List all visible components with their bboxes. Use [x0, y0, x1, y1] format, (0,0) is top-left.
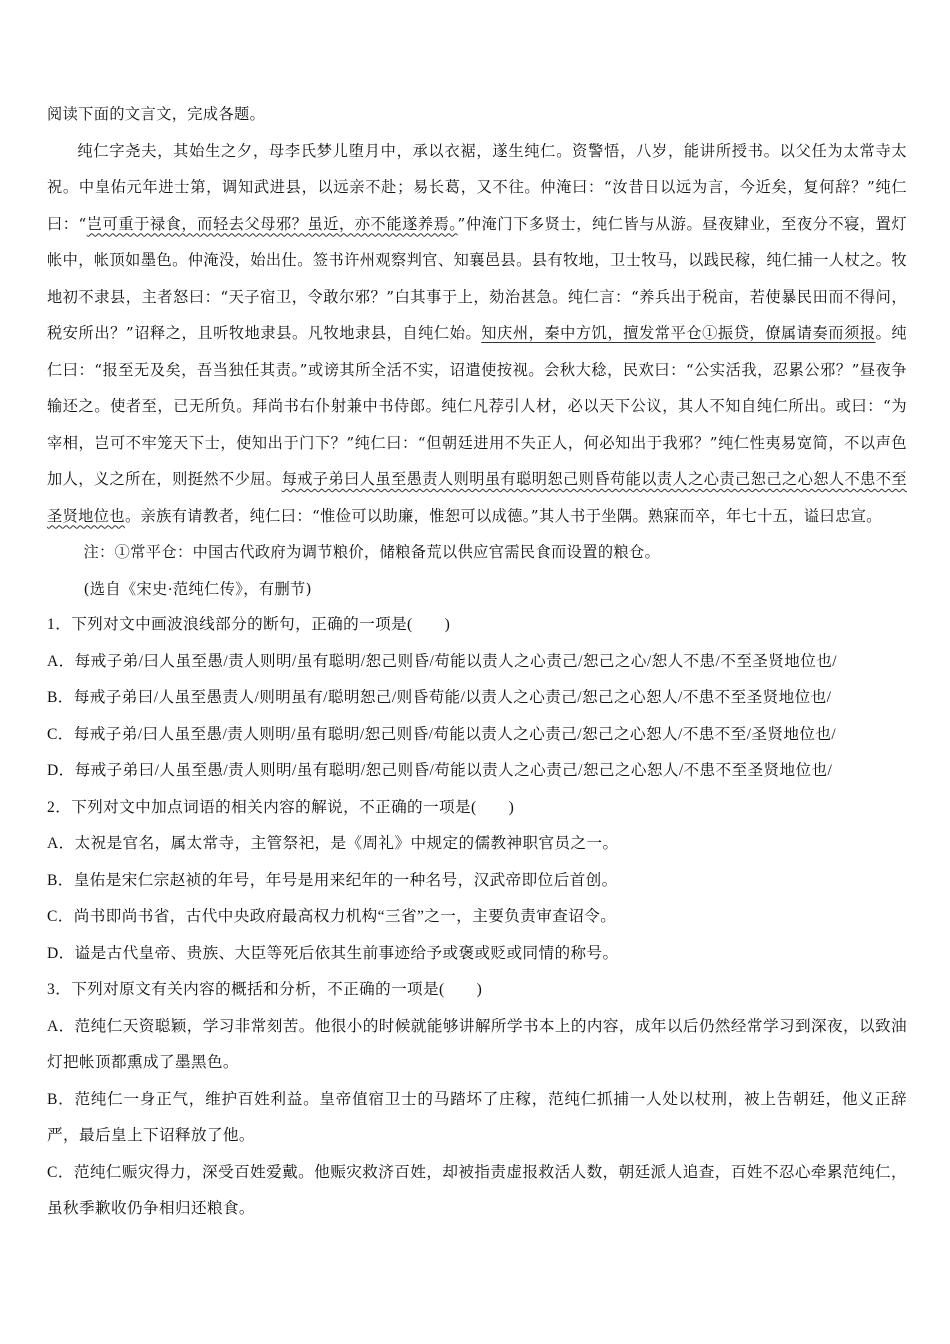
document-page: [47, 96, 907, 1228]
question-2-stem: 2．下列对文中加点词语的相关内容的解说，不正确的一项是( ): [47, 798, 515, 816]
question-2-option-b: B．皇佑是宋仁宗赵祯的年号，年号是用来纪年的一种名号，汉武帝即位后首创。: [47, 871, 618, 889]
passage-underlined-sentence: 知庆州，秦中方饥，擅发常平仓①振贷，僚属请奏而须报: [481, 324, 876, 342]
passage-text-1: 纯仁字尧夫，其始生之夕，母李氏梦儿堕月中，承以衣裾，遂生纯仁。资警悟，八岁，能讲所授书。以父任为太常寺太祝。中皇佑元年进士第，调知武进县，以远亲不赴；易长葛，又不往。仲淹曰：“汝昔日以远为言，今近矣，复何辞？”纯仁曰：“: [47, 141, 907, 233]
question-3-stem: 3．下列对原文有关内容的概括和分析，不正确的一项是( ): [47, 981, 483, 998]
passage: [47, 133, 907, 535]
passage-text-3: 。纯仁曰：“报至无及矣，吾当独任其责。”或谤其所全活不实，诏遣使按视。会秋大稔，民欢曰：“公实活我，忍累公邪？”昼夜争输还之。使者至，已无所负。拜尚书右仆射兼中书侍郎。纯仁凡荐引人材，必以天下公议，其人不知自纯仁所出。或曰：“为宰相，岂可不牢笼天下士，使知出于门下？”纯仁曰：“但朝廷进用不失正人，何必知出于我邪？”纯仁性夷易宽简，不以声色加人，义之所在，则挺然不少屈。: [47, 324, 908, 488]
question-1-option-a: A．每戒子弟/曰人虽至愚/责人则明/虽有聪明/恕己则昏/苟能以责人之心责己/恕己之心/恕人不患/不至圣贤地位也/: [47, 652, 837, 670]
question-2-option-a: A．太祝是官名，属太常寺，主管祭祀，是《周礼》中规定的儒教神职官员之一。: [47, 835, 619, 852]
question-3-option-a: A．范纯仁天资聪颖，学习非常刻苦。他很小的时候就能够讲解所学书本上的内容，成年以后仍然经常学习到深夜，以致油灯把帐顶都熏成了墨黑色。: [47, 1017, 907, 1071]
passage-text-4: 。亲族有请教者，纯仁曰：“惟俭可以助廉，惟恕可以成德。”其人书于坐隅。熟寐而卒，年七十五，谥曰忠宣。: [124, 506, 882, 525]
passage-wavy-sentence-1: 岂可重于禄食，而轻去父母邪？虽近，亦不能遂养焉。: [86, 214, 458, 233]
instruction: 阅读下面的文言文，完成各题。: [47, 105, 266, 123]
source-citation: (选自《宋史·范纯仁传》，有删节): [83, 579, 312, 598]
question-3-option-c: C．范纯仁赈灾得力，深受百姓爱戴。他赈灾救济百姓，却被指责虚报救活人数，朝廷派人追查，百姓不忍心牵累范纯仁，虽秋季歉收仍争相归还粮食。: [47, 1163, 907, 1217]
question-1-option-d: D．每戒子弟曰/人虽至愚/责人则明/虽有聪明/恕己则昏/苟能以责人之心责己/恕己之心恕人/不患不至圣贤地位也/: [47, 762, 833, 779]
footnote: 注：①常平仓：中国古代政府为调节粮价，储粮备荒以供应官需民食而设置的粮仓。: [83, 543, 661, 561]
question-1-option-b: B．每戒子弟曰/人虽至愚责人/则明虽有/聪明恕己/则昏苟能/以责人之心责己/恕己之心恕人/不患不至圣贤地位也/: [47, 689, 832, 706]
question-1-option-c: C．每戒子弟/曰人虽至愚/责人则明/虽有聪明/恕己则昏/苟能以责人之心责己/恕己之心恕人/不患不至/圣贤地位也/: [47, 725, 837, 743]
question-3-option-b: B．范纯仁一身正气，维护百姓利益。皇帝值宿卫士的马踏坏了庄稼，范纯仁抓捕一人处以杖刑，被上告朝廷，他义正辞严，最后皇上下诏释放了他。: [47, 1090, 907, 1144]
question-1-stem: 1．下列对文中画波浪线部分的断句，正确的一项是( ): [47, 616, 451, 633]
passage-text-2: ”仲淹门下多贤士，纯仁皆与从游。昼夜肄业，至夜分不寝，置灯帐中，帐顶如墨色。仲淹没，始出仕。签书许州观察判官、知襄邑县。县有牧地，卫士牧马，以践民稼，纯仁捕一人杖之。牧地初不隶县，主者怒曰：“天子宿卫，令敢尔邪？”白其事于上，劾治甚急。纯仁言：“养兵出于税亩，若使暴民田而不得问，税安所出？”诏释之，且听牧地隶县。凡牧地隶县，自纯仁始。: [47, 214, 907, 342]
question-2-option-c: C．尚书即尚书省，古代中央政府最高权力机构“三省”之一，主要负责审查诏令。: [47, 908, 617, 925]
question-2-option-d: D．谥是古代皇帝、贵族、大臣等死后依其生前事迹给予或褒或贬或同情的称号。: [47, 944, 619, 962]
passage-wavy-sentence-2: 每戒子弟曰人虽至愚责人则明虽有聪明恕己则昏苟能以责人之心责己恕己之心恕人不患不至圣贤地位也: [47, 470, 908, 525]
